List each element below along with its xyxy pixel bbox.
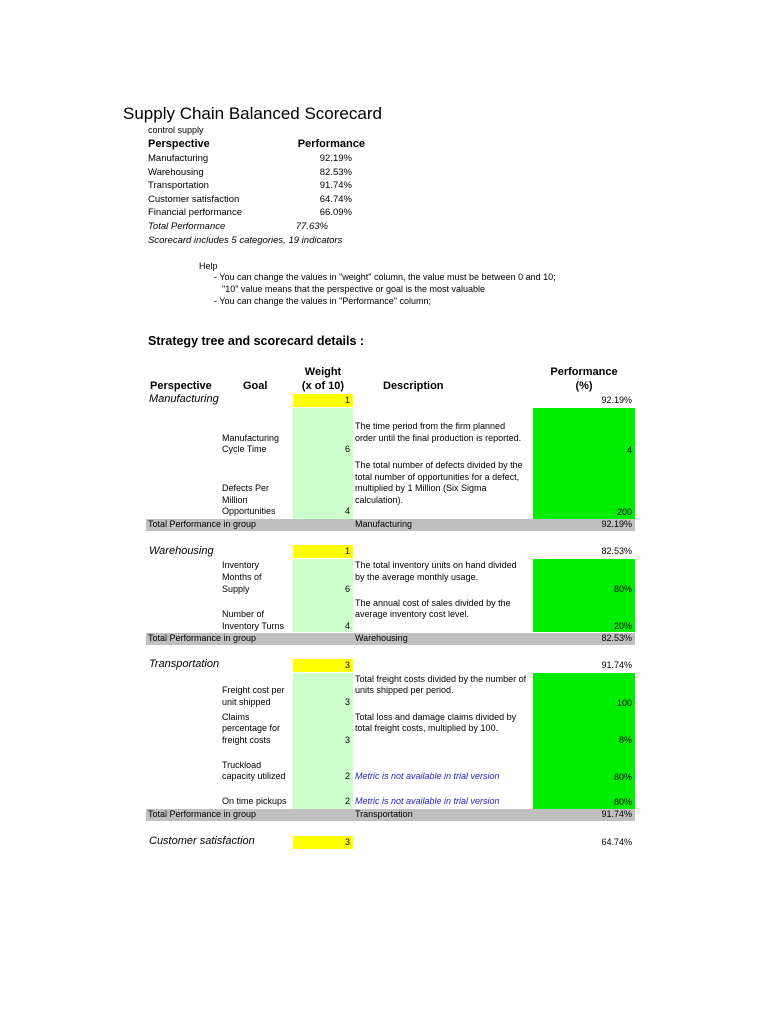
perspective-performance: 92.19% bbox=[601, 395, 632, 405]
goal-weight[interactable]: 3 bbox=[344, 735, 350, 745]
goal-label: Months of bbox=[222, 572, 262, 582]
goal-label: Number of bbox=[222, 609, 265, 619]
summary-row bbox=[148, 153, 368, 167]
goal-description: The total number of defects divided by the bbox=[355, 460, 523, 470]
details-heading: Strategy tree and scorecard details : bbox=[148, 334, 365, 348]
group-total-label: Total Performance in group bbox=[148, 519, 257, 529]
col-performance bbox=[533, 365, 635, 393]
goal-description-unavailable: Metric is not available in trial version bbox=[355, 796, 500, 806]
summary-total-label: Total Performance bbox=[148, 220, 226, 232]
goal-description: by the average monthly usage. bbox=[355, 572, 479, 582]
goal-description: The annual cost of sales divided by the bbox=[355, 598, 511, 608]
summary-row-value[interactable]: 64.74% bbox=[319, 193, 352, 205]
summary-row bbox=[148, 167, 368, 181]
goal-description: order until the final production is reported. bbox=[355, 433, 522, 443]
summary-header bbox=[148, 138, 368, 153]
goal-description: calculation). bbox=[355, 495, 404, 505]
goal-label: capacity utilized bbox=[222, 771, 286, 781]
goal-performance[interactable]: 8% bbox=[618, 735, 632, 745]
goal-weight[interactable]: 6 bbox=[344, 584, 350, 594]
goal-performance[interactable]: 200 bbox=[616, 507, 632, 517]
summary-row-label: Warehousing bbox=[148, 166, 204, 178]
col-weight bbox=[293, 365, 353, 393]
goal-label: freight costs bbox=[222, 735, 271, 745]
perspective-warehousing: Warehousing bbox=[149, 545, 214, 557]
summary-table bbox=[148, 138, 368, 248]
summary-note-row bbox=[148, 235, 368, 249]
goal-weight[interactable]: 6 bbox=[344, 444, 350, 454]
group-total-label: Total Performance in group bbox=[148, 633, 257, 643]
goal-label: unit shipped bbox=[222, 697, 271, 707]
col-description: Description bbox=[383, 380, 444, 392]
goal-description: Total freight costs divided by the number of bbox=[355, 674, 527, 684]
summary-row-value[interactable]: 66.09% bbox=[319, 207, 352, 219]
summary-row-value[interactable]: 82.53% bbox=[319, 166, 352, 178]
group-total-perf: 82.53% bbox=[601, 633, 632, 643]
summary-row-label: Financial performance bbox=[148, 207, 242, 219]
perspective-performance: 82.53% bbox=[601, 546, 632, 556]
summary-row-label: Customer satisfaction bbox=[148, 193, 240, 205]
goal-label: Inventory bbox=[222, 560, 260, 570]
help-line: "10" value means that the perspective or goal is the most valuable bbox=[222, 284, 486, 294]
group-total-desc: Manufacturing bbox=[355, 519, 413, 529]
goal-label: Million bbox=[222, 495, 248, 505]
summary-row bbox=[148, 207, 368, 221]
col-weight-line1: Weight bbox=[304, 366, 342, 378]
goal-description: Total loss and damage claims divided by bbox=[355, 712, 517, 722]
goal-description: multiplied by 1 Million (Six Sigma bbox=[355, 483, 487, 493]
goal-label: percentage for bbox=[222, 723, 281, 733]
perspective-weight[interactable]: 3 bbox=[344, 660, 350, 670]
page-title: Supply Chain Balanced Scorecard bbox=[123, 104, 382, 123]
col-performance-line1: Performance bbox=[550, 366, 618, 378]
goal-weight[interactable]: 2 bbox=[344, 771, 350, 781]
goal-description: The time period from the firm planned bbox=[355, 421, 506, 431]
perspective-weight[interactable]: 3 bbox=[344, 837, 350, 847]
perspective-performance: 91.74% bbox=[601, 660, 632, 670]
goal-label: Supply bbox=[222, 584, 250, 594]
goal-description: total freight costs, multiplied by 100. bbox=[355, 723, 499, 733]
summary-row-value[interactable]: 92.19% bbox=[319, 153, 352, 164]
summary-note: Scorecard includes 5 categories, 19 indicators bbox=[148, 234, 343, 246]
goal-description: average inventory cost level. bbox=[355, 609, 470, 619]
goal-weight[interactable]: 3 bbox=[344, 697, 350, 707]
goal-label: Inventory Turns bbox=[222, 621, 285, 631]
goal-label: On time pickups bbox=[222, 796, 287, 806]
perspective-performance: 64.74% bbox=[601, 837, 632, 847]
perspective-weight[interactable]: 1 bbox=[344, 395, 350, 405]
goal-performance[interactable]: 80% bbox=[613, 772, 632, 782]
summary-total-value: 77.63% bbox=[295, 220, 328, 232]
summary-row bbox=[148, 180, 368, 194]
goal-label: Cycle Time bbox=[222, 444, 267, 454]
goal-performance[interactable]: 80% bbox=[613, 584, 632, 594]
perspective-manufacturing: Manufacturing bbox=[149, 393, 219, 405]
goal-label: Manufacturing bbox=[222, 433, 280, 443]
goal-performance[interactable]: 20% bbox=[613, 621, 632, 631]
summary-total-row bbox=[148, 221, 368, 235]
goal-performance[interactable]: 4 bbox=[626, 445, 632, 455]
page-subtitle: control supply bbox=[148, 125, 204, 135]
goal-weight[interactable]: 4 bbox=[344, 506, 350, 516]
help-title: Help bbox=[199, 261, 218, 271]
goal-description-unavailable: Metric is not available in trial version bbox=[355, 771, 500, 781]
goal-weight[interactable]: 2 bbox=[344, 796, 350, 806]
col-goal: Goal bbox=[243, 380, 268, 392]
summary-row-label: Manufacturing bbox=[148, 153, 209, 164]
group-total-label: Total Performance in group bbox=[148, 809, 257, 819]
goal-performance[interactable]: 80% bbox=[613, 797, 632, 807]
goal-performance-cells[interactable] bbox=[533, 408, 635, 519]
col-weight-line2: (x of 10) bbox=[301, 380, 345, 392]
goal-weight[interactable]: 4 bbox=[344, 621, 350, 631]
col-perspective: Perspective bbox=[150, 380, 212, 392]
summary-row-label: Transportation bbox=[148, 180, 209, 192]
summary-row-value[interactable]: 91.74% bbox=[319, 180, 352, 192]
goal-description: The total inventory units on hand divided bbox=[355, 560, 517, 570]
goal-label: Opportunities bbox=[222, 506, 276, 516]
perspective-customer-satisfaction: Customer satisfaction bbox=[149, 835, 255, 847]
col-performance-line2: (%) bbox=[575, 380, 593, 392]
goal-label: Truckload bbox=[222, 760, 262, 770]
help-line: - You can change the values in "Performance" column; bbox=[214, 296, 432, 306]
summary-col-perspective: Perspective bbox=[148, 138, 210, 150]
perspective-transportation: Transportation bbox=[149, 658, 220, 670]
summary-col-performance: Performance bbox=[297, 138, 365, 150]
summary-row bbox=[148, 194, 368, 208]
goal-description: total number of opportunities for a defect, bbox=[355, 472, 520, 482]
perspective-weight[interactable]: 1 bbox=[344, 546, 350, 556]
group-total-perf: 91.74% bbox=[601, 809, 632, 819]
goal-performance[interactable]: 100 bbox=[616, 698, 632, 708]
group-total-desc: Warehousing bbox=[355, 633, 408, 643]
goal-label: Defects Per bbox=[222, 483, 270, 493]
goal-description: units shipped per period. bbox=[355, 685, 454, 695]
help-line: - You can change the values in "weight" column, the value must be between 0 and 10; bbox=[214, 272, 556, 282]
goal-label: Claims bbox=[222, 712, 250, 722]
goal-weight-cells[interactable] bbox=[293, 408, 353, 519]
group-total-perf: 92.19% bbox=[601, 519, 632, 529]
goal-label: Freight cost per bbox=[222, 685, 285, 695]
group-total-desc: Transportation bbox=[355, 809, 413, 819]
